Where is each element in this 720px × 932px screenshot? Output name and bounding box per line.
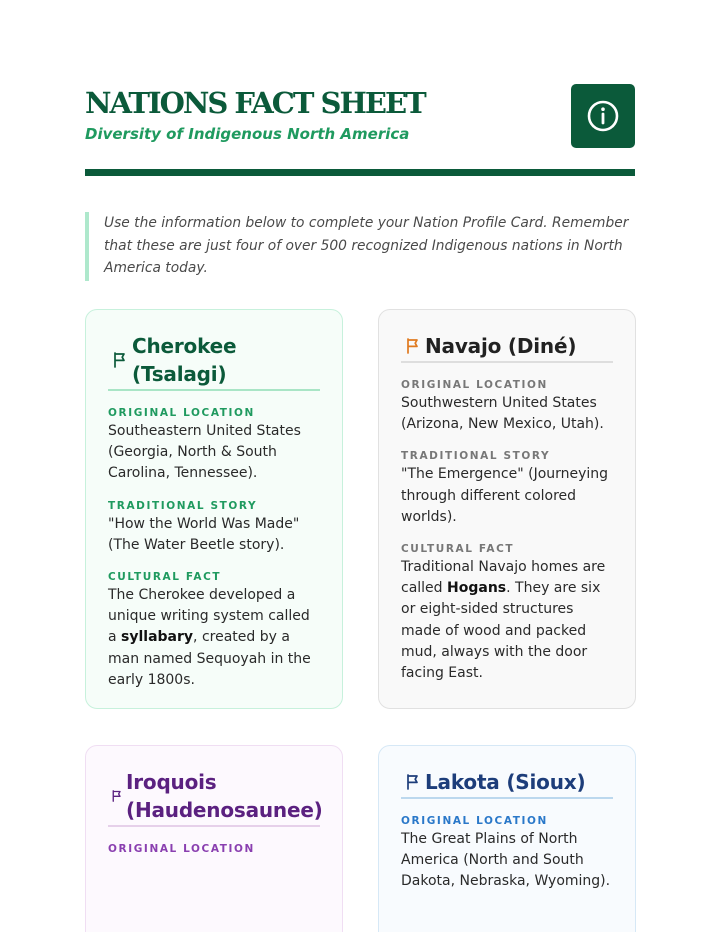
nation-card-lakota [378,745,636,932]
card-header [108,332,320,391]
card-header [401,332,613,363]
story-value: "How the World Was Made" (The Water Beetle story). [108,515,300,553]
story-label: TRADITIONAL STORY [401,450,551,463]
nation-card-navajo [378,309,636,709]
fact-highlight: Hogans [447,580,507,597]
location-label: ORIGINAL LOCATION [108,407,255,419]
page-header [85,84,635,176]
card-header [108,768,323,827]
nation-name: Iroquois (Haudenosaunee) [126,770,323,822]
nation-card-iroquois [85,745,343,932]
info-button[interactable] [571,84,635,148]
nation-name: Cherokee (Tsalagi) [132,334,237,386]
page-subtitle: Diversity of Indigenous North America [85,125,410,143]
page-title: NATIONS FACT SHEET [85,86,425,120]
nation-card-cherokee [85,309,343,709]
story-label: TRADITIONAL STORY [108,499,258,512]
location-value: The Great Plains of North America (North and South Dakota, Nebraska, Wyoming). [401,831,611,890]
location-label: ORIGINAL LOCATION [401,815,548,827]
flag-icon [401,332,425,360]
card-header [401,768,613,799]
info-icon [586,99,620,133]
fact-label: CULTURAL FACT [401,543,515,556]
fact-value [401,557,613,684]
location-label: ORIGINAL LOCATION [108,843,255,855]
fact-text: , created by a man named Sequoyah in the early 1800s. [108,629,311,688]
flag-icon [401,768,425,796]
location-label: ORIGINAL LOCATION [401,379,548,391]
flag-icon [108,768,126,824]
fact-label: CULTURAL FACT [108,571,222,584]
intro-text: Use the information below to complete your Nation Profile Card. Remember that these are just four of over 500 recognized Indigenous nations in North America today. [85,212,635,281]
story-value: "The Emergence" (Journeying through different colored worlds). [401,466,609,525]
fact-text: Traditional Navajo homes are called [401,559,606,597]
fact-highlight: syllabary [121,629,194,646]
location-value: Southwestern United States (Arizona, New Mexico, Utah). [401,395,604,433]
flag-icon [108,332,132,388]
location-value: Southeastern United States (Georgia, North & South Carolina, Tennessee). [108,423,301,482]
nation-name: Navajo (Diné) [425,334,577,358]
header-divider [85,169,635,176]
nation-name: Lakota (Sioux) [425,770,586,794]
fact-text: The Cherokee developed a unique writing system called a [108,587,310,646]
fact-value [108,585,320,691]
fact-text: . They are six or eight-sided structures made of wood and packed mud, always with the door facing East. [401,580,601,682]
